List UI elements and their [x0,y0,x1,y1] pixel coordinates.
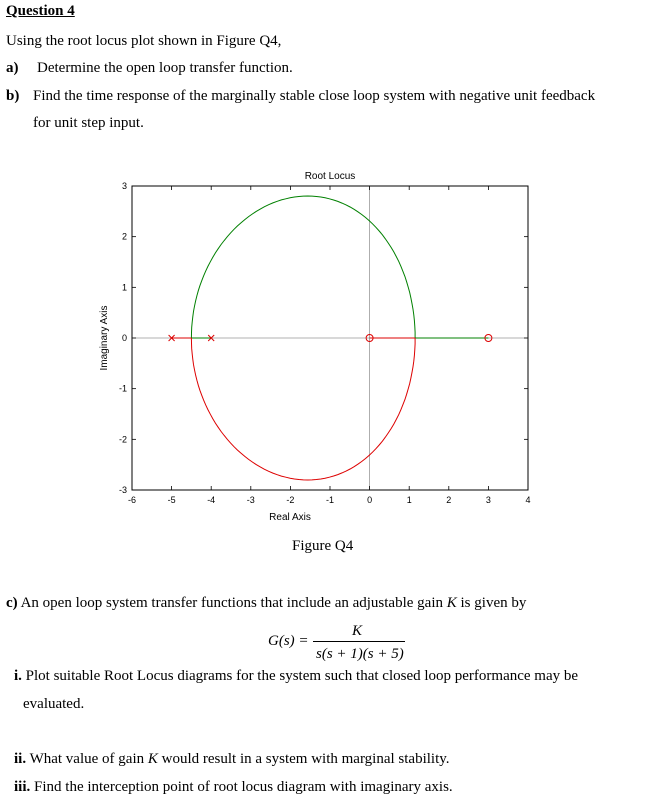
item-ii-label: ii. [14,751,27,767]
y-tick-label: -2 [118,434,127,445]
item-iii-label: iii. [14,779,31,795]
locus-branch-2-arc [191,338,415,480]
x-tick-label: -4 [207,495,216,505]
x-tick-label: -2 [286,495,295,505]
chart-title: Root Locus [304,171,356,182]
part-b-text: Find the time response of the marginally stable close loop system with negative unit feedback [33,88,596,104]
root-locus-chart [99,171,531,523]
item-i-label: i. [14,668,22,684]
part-b-label: b) [6,88,20,104]
part-a-text: Determine the open loop transfer function. [37,60,293,76]
x-tick-label: 3 [485,495,491,505]
x-tick-label: 0 [367,495,373,505]
formula-denominator: s(s + 1)(s + 5) [316,646,404,662]
x-tick-label: -6 [127,495,137,505]
part-c-line [6,594,526,612]
part-c-text: An open loop system transfer functions that include an adjustable gain [20,595,443,611]
formula-lhs: G(s) = [268,633,309,649]
part-a-label: a) [6,60,19,76]
item-ii [14,750,450,768]
y-tick-label: 2 [121,231,127,242]
formula-fraction-bar [313,641,405,642]
y-tick-label: -3 [118,485,127,495]
x-tick-label: -5 [167,495,176,505]
part-c-label: c) [6,595,18,611]
question-intro: Using the root locus plot shown in Figure Q4, [6,33,282,49]
figure-caption: Figure Q4 [292,538,354,554]
part-c-text-after: is given by [460,595,527,611]
x-tick-label: -3 [246,495,255,505]
item-ii-text: What value of gain [29,751,145,767]
part-b-text-cont: for unit step input. [33,115,144,131]
part-c-k: K [446,595,457,611]
y-axis-label: Imaginary Axis [99,305,110,371]
x-tick-label: 4 [525,495,531,505]
x-axis-label: Real Axis [269,512,311,523]
x-tick-label: 1 [406,495,412,505]
y-tick-label: 0 [121,333,127,343]
item-iii-text: Find the interception point of root locus diagram with imaginary axis. [34,779,453,795]
y-tick-label: -1 [118,383,127,394]
x-tick-label: -1 [325,495,335,505]
item-i [14,667,578,685]
item-ii-k: K [147,751,158,767]
x-tick-label: 2 [446,495,452,505]
item-ii-text-after: would result in a system with marginal stability. [161,751,450,767]
item-iii [14,778,453,796]
question-title: Question 4 [6,3,75,19]
formula-numerator: K [352,623,363,639]
item-i-text: Plot suitable Root Locus diagrams for the system such that closed loop performance may be [25,668,579,684]
item-i-text-cont: evaluated. [23,696,85,712]
y-tick-label: 3 [121,181,127,191]
locus-branch-1-arc [191,196,415,338]
y-tick-label: 1 [121,282,127,293]
